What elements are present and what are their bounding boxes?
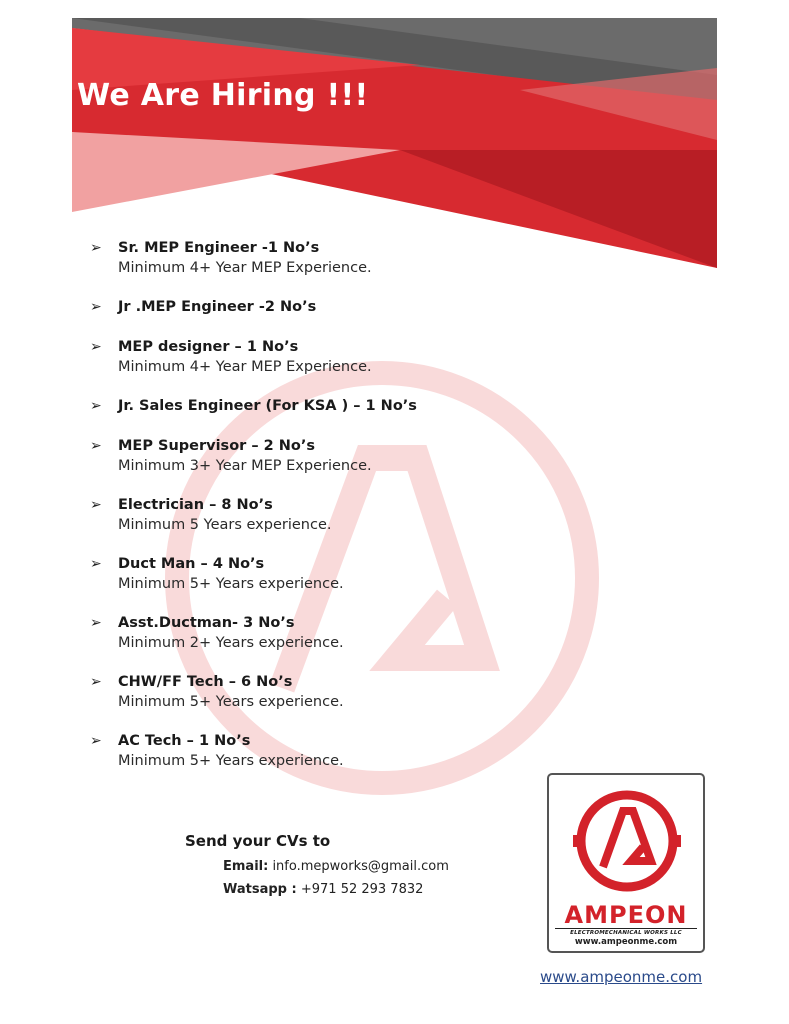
job-title: Duct Man – 4 No’s — [118, 556, 265, 572]
job-item — [90, 436, 650, 476]
job-requirement: Minimum 3+ Year MEP Experience. — [118, 458, 372, 474]
job-requirement: Minimum 4+ Year MEP Experience. — [118, 260, 372, 276]
job-requirement: Minimum 2+ Years experience. — [118, 635, 344, 651]
job-title: Jr. Sales Engineer (For KSA ) – 1 No’s — [118, 398, 417, 414]
job-requirement: Minimum 4+ Year MEP Experience. — [118, 359, 372, 375]
whatsapp-value[interactable]: +971 52 293 7832 — [296, 882, 424, 897]
bullet-arrow-icon: ➢ — [90, 438, 102, 454]
email-value[interactable]: info.mepworks@gmail.com — [268, 859, 449, 874]
logo-company-name: AMPEON — [564, 901, 688, 929]
job-item — [90, 238, 650, 278]
whatsapp-line — [223, 878, 515, 901]
job-item — [90, 495, 650, 535]
logo-website: www.ampeonme.com — [574, 937, 678, 947]
job-title: MEP Supervisor – 2 No’s — [118, 438, 316, 454]
job-item — [90, 613, 650, 653]
bullet-arrow-icon: ➢ — [90, 299, 102, 315]
job-requirement: Minimum 5+ Years experience. — [118, 694, 344, 710]
page-title: We Are Hiring !!! — [77, 78, 369, 113]
company-logo — [547, 773, 705, 953]
whatsapp-label: Watsapp : — [223, 882, 297, 897]
job-title: Jr .MEP Engineer -2 No’s — [118, 299, 317, 315]
job-item — [90, 297, 650, 317]
bullet-arrow-icon: ➢ — [90, 240, 102, 256]
contact-heading: Send your CVs to — [185, 832, 331, 850]
logo-subtitle: ELECTROMECHANICAL WORKS LLC — [555, 928, 697, 936]
job-item — [90, 396, 650, 416]
bullet-arrow-icon: ➢ — [90, 497, 102, 513]
job-item — [90, 672, 650, 712]
bullet-arrow-icon: ➢ — [90, 556, 102, 572]
contact-section — [185, 832, 515, 901]
job-requirement: Minimum 5 Years experience. — [118, 517, 332, 533]
job-requirement: Minimum 5+ Years experience. — [118, 753, 344, 769]
footer-website-link[interactable]: www.ampeonme.com — [540, 968, 703, 986]
ampeon-emblem-icon — [571, 785, 683, 897]
job-title: Asst.Ductman- 3 No’s — [118, 615, 295, 631]
job-requirement: Minimum 5+ Years experience. — [118, 576, 344, 592]
bullet-arrow-icon: ➢ — [90, 674, 102, 690]
job-title: AC Tech – 1 No’s — [118, 733, 251, 749]
bullet-arrow-icon: ➢ — [90, 339, 102, 355]
job-title: Electrician – 8 No’s — [118, 497, 273, 513]
job-title: MEP designer – 1 No’s — [118, 339, 299, 355]
job-title: Sr. MEP Engineer -1 No’s — [118, 240, 320, 256]
job-item — [90, 337, 650, 377]
job-title: CHW/FF Tech – 6 No’s — [118, 674, 293, 690]
email-label: Email: — [223, 859, 269, 874]
email-line — [223, 855, 515, 878]
job-item — [90, 731, 650, 771]
job-list — [90, 238, 650, 790]
bullet-arrow-icon: ➢ — [90, 733, 102, 749]
bullet-arrow-icon: ➢ — [90, 398, 102, 414]
bullet-arrow-icon: ➢ — [90, 615, 102, 631]
job-item — [90, 554, 650, 594]
